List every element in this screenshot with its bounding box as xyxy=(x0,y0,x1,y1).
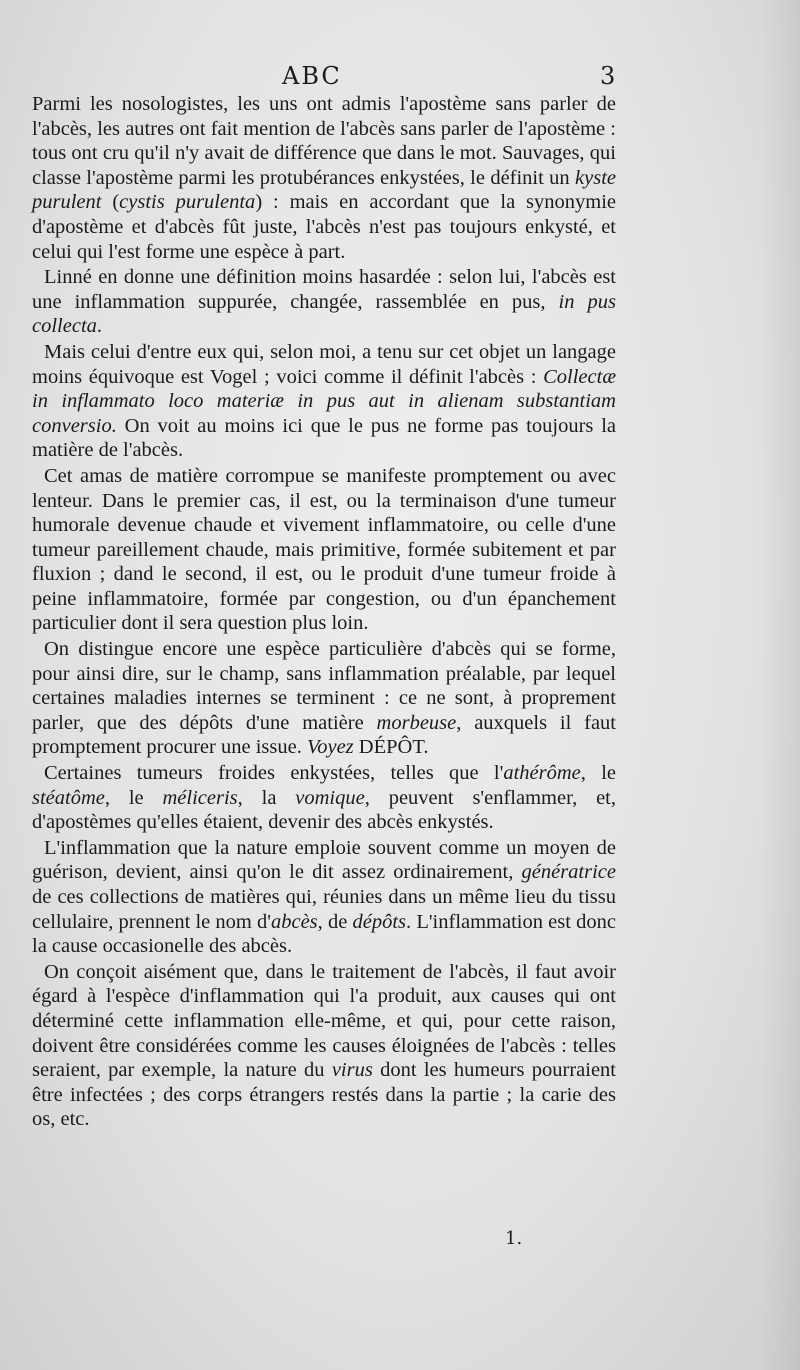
body-text xyxy=(32,92,616,1132)
text-run: L'inflammation que la nature emploie souvent comme un moyen de guérison, devient, ainsi qu'on le dit assez ordinairement, xyxy=(32,836,616,884)
paragraph xyxy=(32,340,616,463)
italic-run: morbeuse xyxy=(376,711,457,734)
text-run: DÉPÔT. xyxy=(353,736,429,759)
text-run: Mais celui d'entre eux qui, selon moi, a tenu sur cet objet un langage moins équivoque est Vogel ; voici comme il définit l'abcès : xyxy=(32,340,616,388)
page-number: 3 xyxy=(600,62,616,90)
text-run: , le xyxy=(104,786,163,809)
text-run: ) : mais en accordant que la synonymie d'apostème et d'abcès fût juste, l'abcès n'est pas toujours enkysté, et celui qui l'est forme une espèce à part. xyxy=(32,191,617,263)
paragraph xyxy=(32,836,616,959)
italic-run: dépôts xyxy=(352,910,407,933)
text-run: , le xyxy=(580,762,616,785)
text-run: Parmi les nosologistes, les uns ont admis l'apostème sans parler de l'abcès, les autres ont fait mention de l'abcès sans parler de l'apostème : tous ont cru qu'il n'y avait de différence que dans le mot. Sauvages, qui classe l'apostème parmi les protubérances enkystées, le définit un xyxy=(32,93,616,189)
text-run: dont les humeurs pourraient être infectées ; des corps étrangers restés dans la partie ; la carie des os, etc. xyxy=(32,1059,616,1131)
paragraph xyxy=(32,92,616,264)
italic-run: vomique xyxy=(295,786,365,809)
text-run: Linné en donne une définition moins hasardée : selon lui, l'abcès est une inflammation suppurée, changée, rassemblée en pus, xyxy=(32,266,616,313)
italic-run: virus xyxy=(331,1059,373,1082)
text-run: . xyxy=(96,315,103,338)
italic-run: stéatôme xyxy=(32,786,105,809)
italic-run: abcès xyxy=(270,910,318,933)
text-run: On voit au moins ici que le pus ne forme pas toujours la matière de l'abcès. xyxy=(32,414,616,462)
paragraph xyxy=(32,464,616,636)
text-run: de ces collections de matières qui, réunies dans un même lieu du tissu cellulaire, prennent le nom d' xyxy=(32,886,616,933)
text-run: On distingue encore une espèce particulière d'abcès qui se forme, pour ainsi dire, sur le champ, sans inflammation préalable, par lequel certaines maladies internes se terminent : ce ne sont, à proprement parler, que des dépôts d'une matière xyxy=(32,638,616,734)
signature-mark: 1. xyxy=(505,1228,523,1249)
text-run: , de xyxy=(317,910,353,933)
paragraph xyxy=(32,637,616,760)
running-head xyxy=(0,62,800,92)
italic-run: in pus collecta xyxy=(32,290,616,338)
italic-run: génératrice xyxy=(521,861,616,884)
paragraph xyxy=(32,265,616,339)
italic-run: Voyez xyxy=(306,736,354,759)
text-run: Cet amas de matière corrompue se manifeste promptement ou avec lenteur. Dans le premier cas, il est, ou la terminaison d'une tumeur humorale devenue chaude et vivement inflammatoire, ou celle d'une tumeur pareillement chaude, mais primitive, formée subitement et par fluxion ; dand le second, il est, ou le produit d'une tumeur froide à peine inflammatoire, formée par congestion, ou d'un épanchement particulier dont il sera question plus loin. xyxy=(32,464,616,635)
text-run: Certaines tumeurs froides enkystées, telles que l' xyxy=(44,762,504,785)
text-run: ( xyxy=(101,191,120,214)
italic-run: cystis purulenta xyxy=(119,191,256,214)
italic-run: athérôme xyxy=(503,762,581,785)
text-run: On conçoit aisément que, dans le traitement de l'abcès, il faut avoir égard à l'espèce d'inflammation qui l'a produit, aux causes qui ont déterminé cette inflammation elle-même, et qui, pour cette raison, doivent être considérées comme les causes éloignées de l'abcès : telles seraient, par exemple, la nature du xyxy=(32,960,616,1082)
running-title: ABC xyxy=(282,62,342,90)
text-run: . L'inflammation est donc la cause occasionelle des abcès. xyxy=(32,910,616,958)
italic-run: méliceris xyxy=(162,786,238,809)
text-run: , peuvent s'enflammer, et, d'apostèmes qu'elles étaient, devenir des abcès enkystés. xyxy=(32,786,616,834)
page-edge-shadow xyxy=(760,0,800,1370)
text-run: , la xyxy=(237,786,296,809)
paragraph xyxy=(32,960,616,1132)
text-run: , auxquels il faut promptement procurer une issue. xyxy=(32,711,616,759)
italic-run: kyste purulent xyxy=(32,166,616,214)
italic-run: Collectæ in inflammato loco materiæ in pus aut in alienam substantiam conversio. xyxy=(32,365,616,437)
paragraph xyxy=(32,761,616,835)
